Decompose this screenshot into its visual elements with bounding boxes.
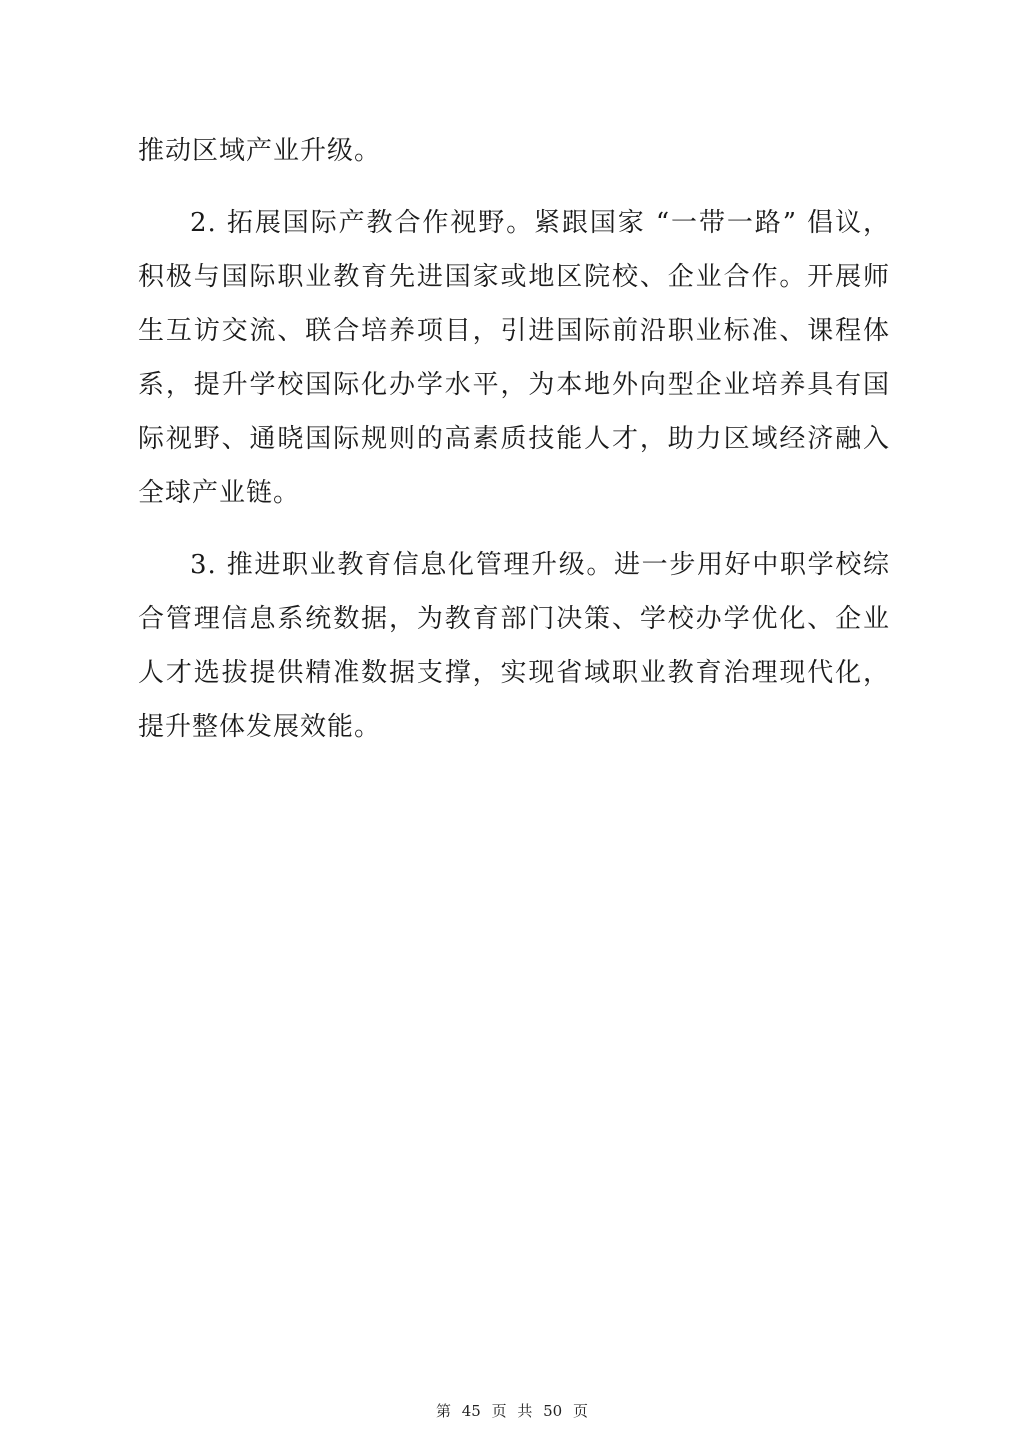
paragraph-informatization: 3. 推进职业教育信息化管理升级。进一步用好中职学校综合管理信息系统数据，为教育部门决策、学校办学优化、企业人才选拔提供精准数据支撑，实现省域职业教育治理现代化，提升整体发展效能。 <box>138 550 890 742</box>
paragraph-international-cooperation: 2. 拓展国际产教合作视野。紧跟国家 “一带一路” 倡议，积极与国际职业教育先进国家或地区院校、企业合作。开展师生互访交流、联合培养项目，引进国际前沿职业标准、课程体系，提升学校国际化办学水平，为本地外向型企业培养具有国际视野、通晓国际规则的高素质技能人才，助力区域经济融入全球产业链。 <box>138 208 890 508</box>
document-body <box>138 124 890 772</box>
page-number-footer: 第 45 页 共 50 页 <box>435 1402 588 1420</box>
paragraph-continuation: 推动区域产业升级。 <box>138 136 382 166</box>
